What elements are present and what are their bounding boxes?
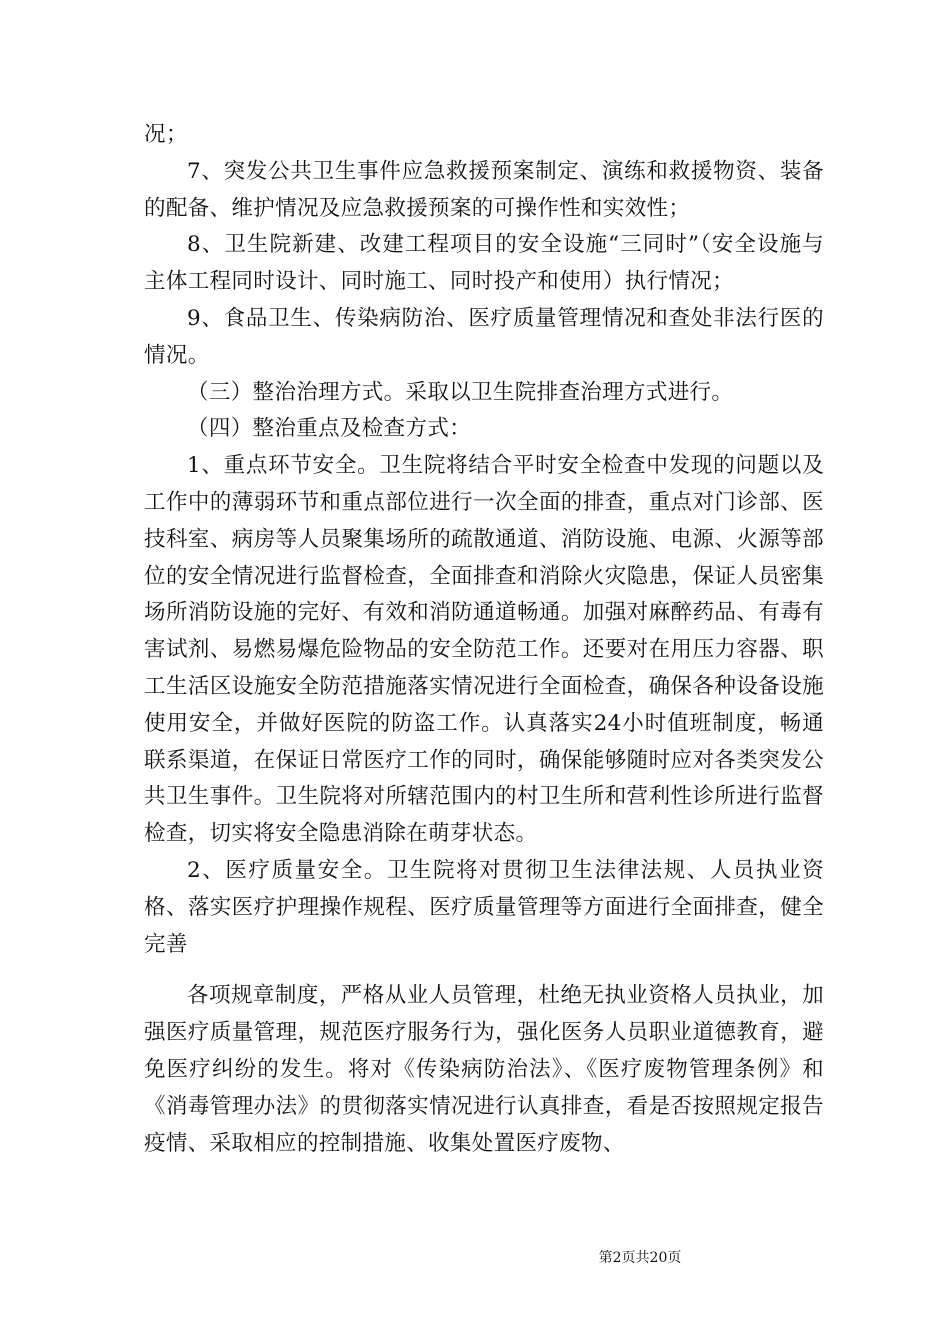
paragraph-3: 8、卫生院新建、改建工程项目的安全设施“三同时”（安全设施与主体工程同时设计、同时施工、同时投产和使用）执行情况； <box>144 232 824 295</box>
paragraph-1: 况； <box>144 122 188 147</box>
page-number-footer: 第2页共20页 <box>598 1250 682 1266</box>
paragraph-4: 9、食品卫生、传染病防治、医疗质量管理情况和查处非法行医的情况。 <box>144 305 824 368</box>
paragraph-5: （三）整治治理方式。采取以卫生院排查治理方式进行。 <box>187 379 734 405</box>
paragraph-7: 1、重点环节安全。卫生院将结合平时安全检查中发现的问题以及工作中的薄弱环节和重点部位进行一次全面的排查，重点对门诊部、医技科室、病房等人员聚集场所的疏散通道、消防设施、电源、火源等部位的安全情况进行监督检查，全面排查和消除火灾隐患，保证人员密集场所消防设施的完好、有效和消防通道畅通。加强对麻醉药品、有毒有害试剂、易燃易爆危险物品的安全防范工作。还要对在用压力容器、职工生活区设施安全防范措施落实情况进行全面检查，确保各种设备设施使用安全，并做好医院的防盗工作。认真落实24小时值班制度，畅通联系渠道，在保证日常医疗工作的同时，确保能够随时应对各类突发公共卫生事件。卫生院将对所辖范围内的村卫生所和营利性诊所进行监督检查，切实将安全隐患消除在萌芽状态。 <box>144 453 824 847</box>
paragraph-2: 7、突发公共卫生事件应急救援预案制定、演练和救援物资、装备的配备、维护情况及应急救援预案的可操作性和实效性； <box>144 158 824 221</box>
paragraph-6: （四）整治重点及检查方式： <box>187 416 472 442</box>
document-body <box>144 117 824 1162</box>
paragraph-8: 2、医疗质量安全。卫生院将对贯彻卫生法律法规、人员执业资格、落实医疗护理操作规程、医疗质量管理等方面进行全面排查，健全完善 <box>144 857 824 957</box>
paragraph-9: 各项规章制度，严格从业人员管理，杜绝无执业资格人员执业，加强医疗质量管理，规范医疗服务行为，强化医务人员职业道德教育，避免医疗纠纷的发生。将对《传染病防治法》、《医疗废物管理条例》和《消毒管理办法》的贯彻落实情况进行认真排查，看是否按照规定报告疫情、采取相应的控制措施、收集处置医疗废物、 <box>144 983 824 1156</box>
